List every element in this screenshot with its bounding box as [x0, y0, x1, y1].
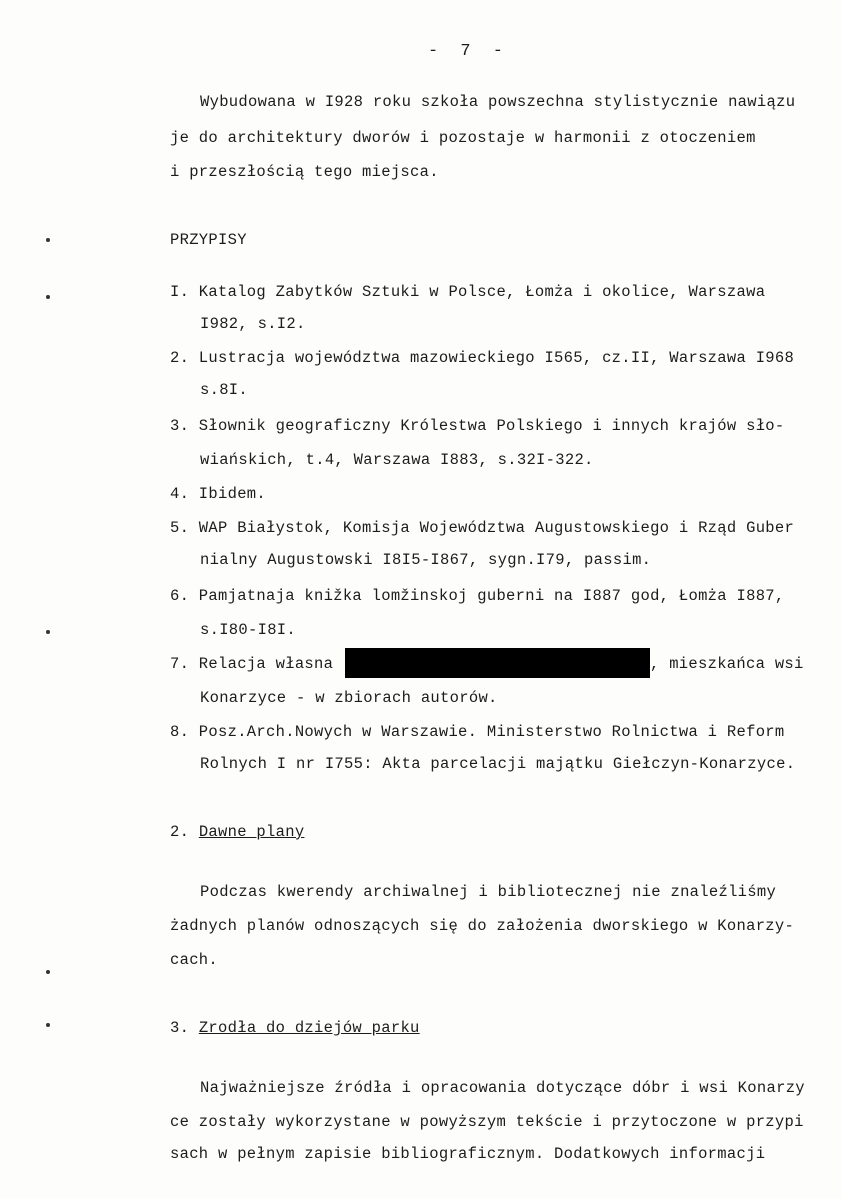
- punch-hole: [46, 238, 50, 242]
- redaction-box: [345, 648, 650, 678]
- section3-heading: [170, 1018, 420, 1038]
- footnote-line: nialny Augustowski I8I5-I867, sygn.I79, passim.: [200, 551, 652, 569]
- punch-hole: [46, 630, 50, 634]
- section3-title: Zrodła do dziejów parku: [198, 1019, 420, 1037]
- footnote-line: I. Katalog Zabytków Sztuki w Polsce, Łomża i okolice, Warszawa: [170, 283, 766, 301]
- section2-heading: [170, 822, 304, 842]
- section2-body-line: cach.: [170, 951, 219, 969]
- section2-number: 2.: [170, 823, 190, 841]
- punch-hole: [46, 1023, 50, 1027]
- footnote-line: , mieszkańca wsi: [650, 655, 804, 673]
- section2-body-line: żadnych planów odnoszących się do założenia dworskiego w Konarzy-: [170, 917, 795, 935]
- footnote-line: wiańskich, t.4, Warszawa I883, s.32I-322.: [200, 451, 594, 469]
- punch-hole: [46, 970, 50, 974]
- footnote-line: 3. Słownik geograficzny Królestwa Polskiego i innych krajów sło-: [170, 417, 785, 435]
- footnote-line: 6. Pamjatnaja knižka lomžinskoj guberni na I887 god, Łomża I887,: [170, 587, 785, 605]
- intro-line: je do architektury dworów i pozostaje w harmonii z otoczeniem: [170, 129, 756, 147]
- footnote-line: 7. Relacja własna: [170, 655, 334, 673]
- footnote-line: Konarzyce - w zbiorach autorów.: [200, 689, 498, 707]
- footnote-line: 5. WAP Białystok, Komisja Województwa Augustowskiego i Rząd Guber: [170, 519, 795, 537]
- footnote-line: Rolnych I nr I755: Akta parcelacji majątku Giełczyn-Konarzyce.: [200, 755, 796, 773]
- footnote-line: 4. Ibidem.: [170, 485, 267, 503]
- section3-body-line: ce zostały wykorzystane w powyższym tekście i przytoczone w przypi: [170, 1113, 804, 1131]
- section3-body-line: sach w pełnym zapisie bibliograficznym. Dodatkowych informacji: [170, 1145, 766, 1163]
- intro-line: Wybudowana w I928 roku szkoła powszechna stylistycznie nawiązu: [200, 93, 796, 111]
- punch-hole: [46, 295, 50, 299]
- section2-title: Dawne plany: [198, 823, 305, 841]
- page-number: - 7 -: [428, 42, 510, 61]
- footnote-line: 2. Lustracja województwa mazowieckiego I565, cz.II, Warszawa I968: [170, 349, 795, 367]
- footnote-line: 8. Posz.Arch.Nowych w Warszawie. Ministerstwo Rolnictwa i Reform: [170, 723, 785, 741]
- section2-body-line: Podczas kwerendy archiwalnej i bibliotecznej nie znaleźliśmy: [200, 883, 777, 901]
- intro-line: i przeszłością tego miejsca.: [170, 163, 439, 181]
- footnote-line: s.8I.: [200, 381, 249, 399]
- footnotes-heading: PRZYPISY: [170, 231, 247, 249]
- section3-body-line: Najważniejsze źródła i opracowania dotyczące dóbr i wsi Konarzy: [200, 1079, 805, 1097]
- footnote-line: s.I80-I8I.: [200, 621, 297, 639]
- footnote-line: I982, s.I2.: [200, 315, 306, 333]
- section3-number: 3.: [170, 1019, 190, 1037]
